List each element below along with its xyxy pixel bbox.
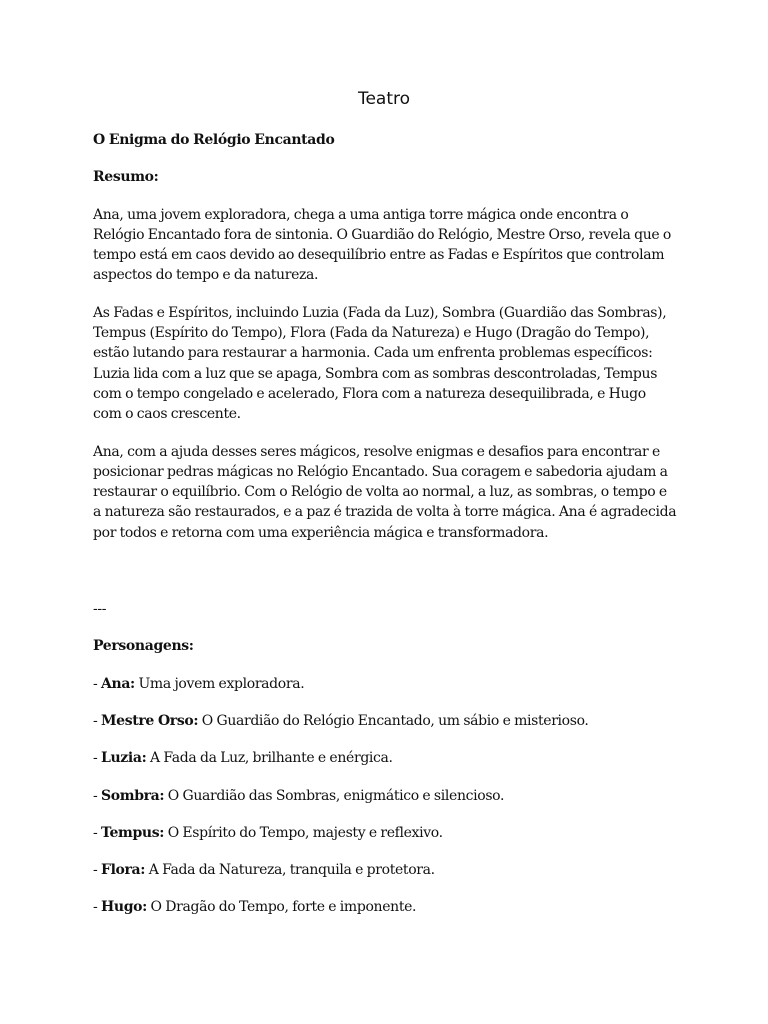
character-item	[93, 748, 677, 768]
document-title: Teatro	[357, 89, 411, 109]
document-body	[93, 130, 677, 935]
summary-paragraph: Ana, com a ajuda desses seres mágicos, resolve enigmas e desafios para encontrar e posicionar pedras mágicas no Relógio Encantado. Sua coragem e sabedoria ajudam a restaurar o equilíbrio. Com o Relógio de volta ao normal, a luz, as sombras, o tempo e a natureza são restaurados, e a paz é trazida de volta à torre mágica. Ana é agradecida por todos e retorna com uma experiência mágica e transformadora.	[93, 443, 677, 541]
spacer	[93, 560, 677, 599]
character-description: O Guardião do Relógio Encantado, um sábio e misterioso.	[198, 712, 589, 729]
list-dash: -	[93, 787, 101, 804]
character-description: O Espírito do Tempo, majesty e reflexivo.	[164, 824, 443, 841]
characters-heading: Personagens:	[93, 638, 194, 655]
character-description: A Fada da Luz, brilhante e enérgica.	[146, 750, 393, 767]
summary-paragraph: As Fadas e Espíritos, incluindo Luzia (Fada da Luz), Sombra (Guardião das Sombras), Tempus (Espírito do Tempo), Flora (Fada da Natureza) e Hugo (Dragão do Tempo), estão lutando para restaurar a harmonia. Cada um enfrenta problemas específicos: Luzia lida com a luz que se apaga, Sombra com as sombras descontroladas, Tempus com o tempo congelado e acelerado, Flora com a natureza desequilibrada, e Hugo com o caos crescente.	[93, 304, 667, 423]
character-name: Hugo:	[100, 899, 147, 916]
character-description: O Guardião das Sombras, enigmático e silencioso.	[164, 787, 505, 804]
character-description: Uma jovem exploradora.	[134, 675, 305, 692]
list-dash: -	[93, 862, 101, 879]
character-item	[93, 674, 677, 694]
character-name: Tempus:	[100, 824, 165, 841]
character-description: O Dragão do Tempo, forte e imponente.	[146, 899, 417, 916]
list-dash: -	[93, 712, 101, 729]
summary-paragraph: Ana, uma jovem exploradora, chega a uma antiga torre mágica onde encontra o Relógio Encantado fora de sintonia. O Guardião do Relógio, Mestre Orso, revela que o tempo está em caos devido ao desequilíbrio entre as Fadas e Espíritos que controlam aspectos do tempo e da natureza.	[93, 206, 671, 284]
summary-heading: Resumo:	[93, 169, 159, 186]
list-dash: -	[93, 899, 101, 916]
character-name: Mestre Orso:	[100, 712, 199, 729]
character-description: A Fada da Natureza, tranquila e protetora.	[145, 862, 435, 879]
list-dash: -	[93, 675, 101, 692]
character-item	[93, 823, 677, 843]
list-dash: -	[93, 750, 101, 767]
section-separator: ---	[93, 601, 107, 618]
character-item	[93, 860, 677, 880]
character-item	[93, 786, 677, 806]
list-dash: -	[93, 824, 101, 841]
character-name: Sombra:	[100, 787, 165, 804]
character-item	[93, 897, 677, 917]
character-name: Luzia:	[100, 750, 147, 767]
character-item	[93, 711, 677, 731]
character-list	[93, 674, 677, 918]
character-name: Flora:	[100, 862, 146, 879]
character-name: Ana:	[100, 675, 135, 692]
play-title: O Enigma do Relógio Encantado	[93, 132, 335, 148]
